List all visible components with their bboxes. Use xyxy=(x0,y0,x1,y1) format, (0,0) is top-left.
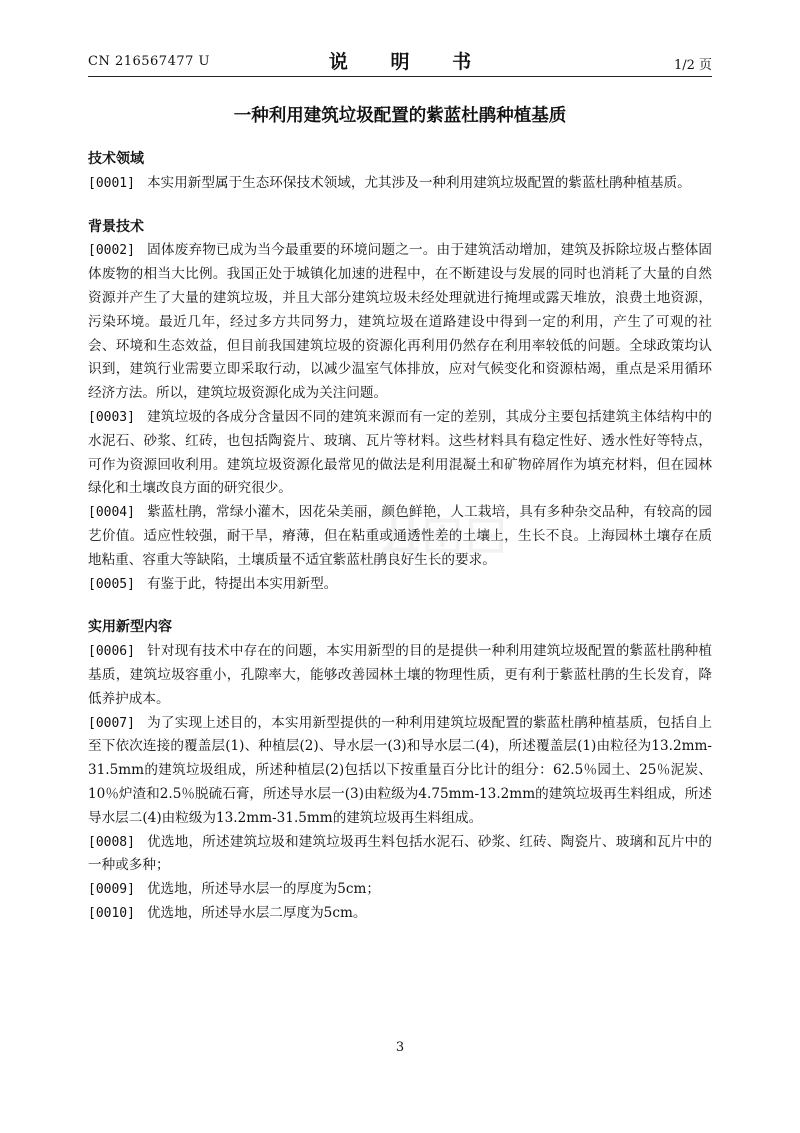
paragraph-id: [0008] xyxy=(88,834,135,850)
paragraph-id: [0003] xyxy=(88,409,135,425)
section-heading-background: 背景技术 xyxy=(88,218,144,235)
paragraph-id: [0007] xyxy=(88,715,135,731)
section-heading-tech-field: 技术领域 xyxy=(88,151,144,167)
paragraph-text: 紫蓝杜鹃，常绿小灌木，因花朵美丽，颜色鲜艳，人工栽培，具有多种杂交品种，有较高的园艺价值。适应性较强，耐干旱，瘠薄，但在粘重或通透性差的土壤上，生长不良。上海园林土壤存在质地粘重、容重大等缺陷，土壤质量不适宜紫蓝杜鹃良好生长的要求。 xyxy=(88,504,712,568)
document-body xyxy=(88,148,712,926)
document-type: 说 明 书 xyxy=(328,51,490,73)
page-info: 1/2 页 xyxy=(673,58,712,73)
section-heading-content: 实用新型内容 xyxy=(88,619,172,636)
paragraph-text: 优选地，所述建筑垃圾和建筑垃圾再生料包括水泥石、砂浆、红砖、陶瓷片、玻璃和瓦片中的一种或多种； xyxy=(88,833,712,874)
paragraph-id: [0005] xyxy=(88,576,135,592)
paragraph-0004 xyxy=(88,501,712,572)
paragraph-id: [0009] xyxy=(88,882,135,898)
page-number: 3 xyxy=(395,1040,405,1055)
header-divider xyxy=(88,76,712,77)
paragraph-text: 本实用新型属于生态环保技术领域，尤其涉及一种利用建筑垃圾配置的紫蓝杜鹃种植基质。 xyxy=(146,174,691,191)
paragraph-0002 xyxy=(88,239,712,406)
paragraph-0006 xyxy=(88,640,712,711)
watermark-mark: Д⊞⊟ xyxy=(380,505,508,565)
paragraph-text: 固体废弃物已成为当今最重要的环境问题之一。由于建筑活动增加，建筑及拆除垃圾占整体固体废物的相当大比例。我国正处于城镇化加速的进程中，在不断建设与发展的同时也消耗了大量的自然资源并产生了大量的建筑垃圾，并且大部分建筑垃圾未经处理就进行掩埋或露天堆放，浪费土地资源，污染环境。最近几年，经过多方共同努力，建筑垃圾在道路建设中得到一定的利用，产生了可观的社会、环境和生态效益，但目前我国建筑垃圾的资源化再利用仍然存在利用率较低的问题。全球政策均认识到，建筑行业需要立即采取行动，以减少温室气体排放，应对气候变化和资源枯竭，重点是采用循环经济方法。所以，建筑垃圾资源化成为关注问题。 xyxy=(88,242,712,402)
paragraph-id: [0001] xyxy=(88,175,135,191)
paragraph-0005 xyxy=(88,573,712,597)
document-title: 一种利用建筑垃圾配置的紫蓝杜鹃种植基质 xyxy=(233,106,567,126)
paragraph-id: [0006] xyxy=(88,644,135,660)
paragraph-id: [0002] xyxy=(88,243,135,259)
page-header xyxy=(88,44,712,74)
paragraph-text: 为了实现上述目的，本实用新型提供的一种利用建筑垃圾配置的紫蓝杜鹃种植基质，包括自上至下依次连接的覆盖层(1)、种植层(2)、导水层一(3)和导水层二(4)，所述覆盖层(1)由粒径为13.2mm-31.5mm的建筑垃圾组成，所述种植层(2)包括以下按重量百分比计的组分：62.5％园土、25％泥炭、10％炉渣和2.5％脱硫石膏，所述导水层一(3)由粒级为4.75mm-13.2mm的建筑垃圾再生料组成，所述导水层二(4)由粒级为13.2mm-31.5mm的建筑垃圾再生料组成。 xyxy=(88,714,712,826)
paragraph-text: 有鉴于此，特提出本实用新型。 xyxy=(146,575,338,592)
paragraph-id: [0004] xyxy=(88,505,135,521)
paragraph-text: 优选地，所述导水层一的厚度为5cm； xyxy=(146,881,381,898)
publication-number: CN 216567477 U xyxy=(88,54,210,69)
paragraph-0008 xyxy=(88,831,712,879)
paragraph-0007 xyxy=(88,712,712,831)
paragraph-0003 xyxy=(88,406,712,501)
paragraph-0009 xyxy=(88,878,712,902)
paragraph-id: [0010] xyxy=(88,905,135,921)
paragraph-0001 xyxy=(88,172,712,196)
paragraph-text: 针对现有技术中存在的问题，本实用新型的目的是提供一种利用建筑垃圾配置的紫蓝杜鹃种植基质，建筑垃圾容重小，孔隙率大，能够改善园林土壤的物理性质，更有利于紫蓝杜鹃的生长发育，降低养护成本。 xyxy=(88,643,712,707)
paragraph-text: 建筑垃圾的各成分含量因不同的建筑来源而有一定的差别，其成分主要包括建筑主体结构中的水泥石、砂浆、红砖，也包括陶瓷片、玻璃、瓦片等材料。这些材料具有稳定性好、透水性好等特点，可作为资源回收利用。建筑垃圾资源化最常见的做法是利用混凝土和矿物碎屑作为填充材料，但在园林绿化和土壤改良方面的研究很少。 xyxy=(88,408,712,497)
paragraph-0010 xyxy=(88,902,712,926)
paragraph-text: 优选地，所述导水层二厚度为5cm。 xyxy=(146,904,367,921)
